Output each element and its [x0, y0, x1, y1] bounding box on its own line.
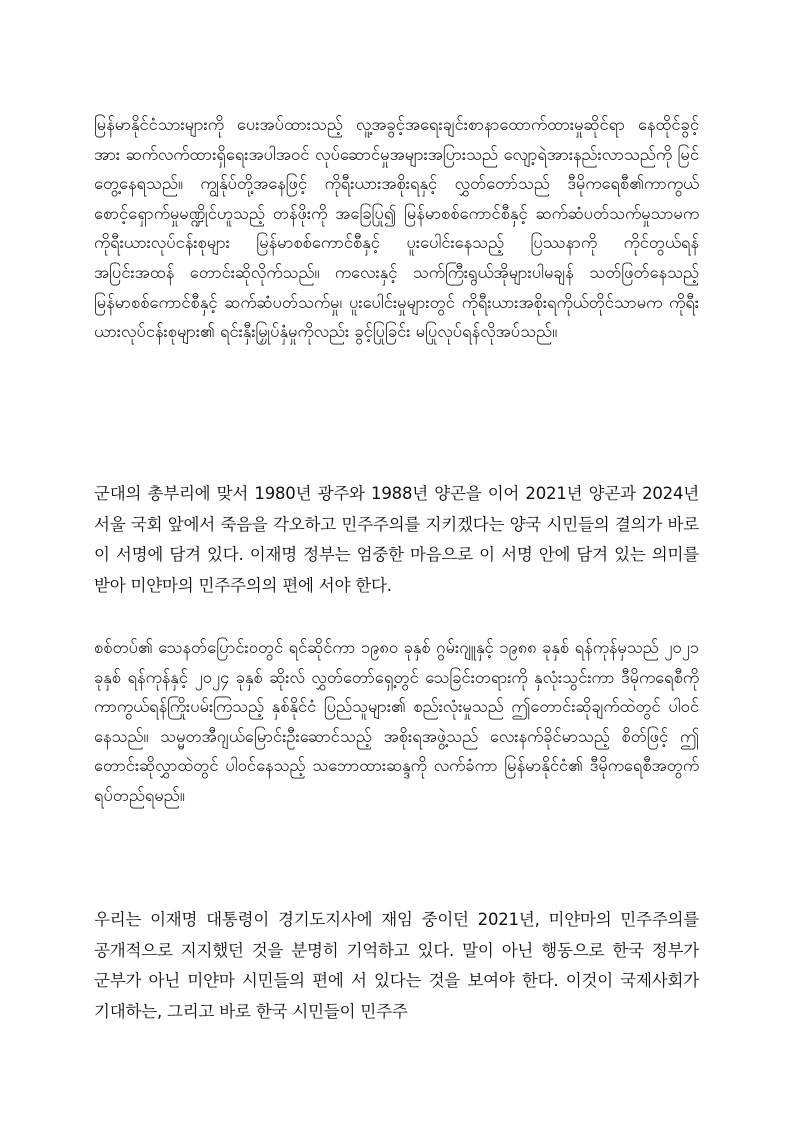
paragraph-korean-2: 우리는 이재명 대통령이 경기도지사에 재임 중이던 2021년, 미얀마의 민주주의를 공개적으로 지지했던 것을 분명히 기억하고 있다. 말이 아닌 행동으로 한국 정부가 군부가 아닌 미얀마 시민들의 편에 서 있다는 것을 보여야 한다. 이것이 국제사회가 기대하는, 그리고 바로 한국 시민들이 민주주 [94, 910, 699, 1021]
paragraph-burmese-2: စစ်တပ်၏ သေနတ်ပြောင်းဝတွင် ရင်ဆိုင်ကာ ၁၉၈၀ ခုနှစ် ဂွမ်းဂျူနှင့် ၁၉၈၈ ခုနှစ် ရန်ကုန်မှသည် ၂၀၂၁ ခုနှစ် ရန်ကုန်နှင့် ၂၀၂၄ ခုနှစ် ဆိုးလ် လွှတ်တော်ရှေ့တွင် သေခြင်းတရားကို နှလုံးသွင်းကာ ဒီမိုကရေစီကိုကာကွယ်ရန်ကြိုးပမ်းကြသည့် နှစ်နိုင်ငံ ပြည်သူများ၏ စည်းလုံးမှုသည် ဤတောင်းဆိုချက်ထဲတွင် ပါဝင်နေသည်။ သမ္မတအီဂျယ်မြောင်းဦးဆောင်သည့် အစိုးရအဖွဲ့သည် လေးနက်ခိုင်မာသည့် စိတ်ဖြင့် ဤတောင်းဆိုလွှာထဲတွင် ပါဝင်နေသည့် သဘောထားဆန္ဒကို လက်ခံကာ မြန်မာနိုင်ငံ၏ ဒီမိုကရေစီအတွက် ရပ်တည်ရမည်။ [94, 638, 699, 805]
paragraph-korean-1: 군대의 총부리에 맞서 1980년 광주와 1988년 양곤을 이어 2021년 양곤과 2024년 서울 국회 앞에서 죽음을 각오하고 민주주의를 지키겠다는 양국 시민들의 결의가 바로 이 서명에 담겨 있다. 이재명 정부는 엄중한 마음으로 이 서명 안에 담겨 있는 의미를 받아 미얀마의 민주주의의 편에 서야 한다. [94, 484, 699, 595]
paragraph-burmese-1: မြန်မာနိုင်ငံသားများကို ပေးအပ်ထားသည့် လူ့အခွင့်အရေး​ချင်းစာနာထောက်ထားမှုဆိုင်ရာ နေထိုင်ခွင့်အား ဆက်လက်ထားရှိရေးအပါအဝင် လုပ်ဆောင်မှုအများအပြားသည် လျော့ရဲအားနည်းလာသည်ကို မြင်တွေ့နေရသည်။ ကျွန်ုပ်တို့အနေဖြင့် ကိုရီးယားအစိုးရနှင့် လွှတ်တော်သည် ဒီမိုကရေစီ၏ကာကွယ်စောင့်ရှောက်မှုမဏ္ဍိုင်ဟူသည့် တန်ဖိုးကို အခြေပြု၍ မြန်မာစစ်ကောင်စီနှင့် ဆက်ဆံပတ်သက်မှုသာမက ကိုရီးယားလုပ်ငန်းစုများ မြန်မာစစ်ကောင်စီနှင့် ပူးပေါင်းနေသည့် ပြဿနာကို ကိုင်တွယ်ရန် အပြင်းအထန် တောင်းဆိုလိုက်သည်။ ကလေးနှင့် သက်ကြီးရွယ်အိုများပါမချန် သတ်ဖြတ်နေသည့် မြန်မာစစ်ကောင်စီနှင့် ဆက်ဆံပတ်သက်မှု၊ ပူးပေါင်းမှုများတွင် ကိုရီးယားအစိုးရကိုယ်တိုင်သာမက ကိုရီးယားလုပ်ငန်းစုများ၏ ရင်းနှီးမြှုပ်နှံမှုကိုလည်း ခွင့်ပြုခြင်း မပြုလုပ်ရန်လိုအပ်သည်။ [94, 115, 699, 342]
